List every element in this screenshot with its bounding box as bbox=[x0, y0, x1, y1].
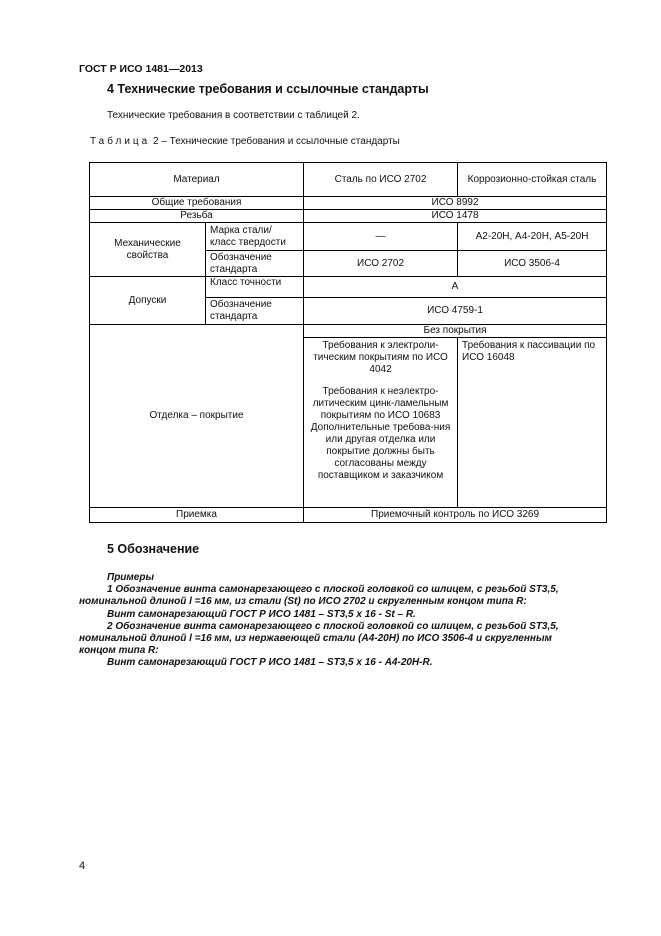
table-header-row bbox=[90, 163, 607, 197]
table-caption-word: Таблица bbox=[90, 136, 151, 147]
table-row-thread bbox=[90, 210, 607, 223]
finish-steel-electrolytic: Требования к электроли-тическим покрытиям по ИСО 4042 bbox=[313, 340, 448, 375]
finish-steel-nonelectrolytic: Требования к неэлектро-литическим цинк-ламельным покрытиям по ИСО 10683 bbox=[312, 386, 449, 421]
document-header: ГОСТ Р ИСО 1481—2013 bbox=[79, 63, 203, 75]
example-1-designation: Винт самонарезающий ГОСТ Р ИСО 1481 – ST3,5 x 16 - St – R. bbox=[107, 608, 416, 620]
general-label: Общие требования bbox=[90, 197, 304, 210]
thread-label: Резьба bbox=[90, 210, 304, 223]
tol-std-value: ИСО 4759-1 bbox=[304, 298, 607, 325]
mech-std-steel: ИСО 2702 bbox=[304, 251, 458, 277]
example-2-line-2: номинальной длиной l =16 мм, из нержавеющей стали (А4-20Н) по ИСО 3506-4 и скругленным bbox=[79, 633, 552, 645]
table-row-general bbox=[90, 197, 607, 210]
finish-no-coating: Без покрытия bbox=[304, 325, 607, 338]
finish-stainless-passivation: Требования к пассивации по ИСО 16048 bbox=[458, 338, 607, 508]
table-row-acceptance bbox=[90, 508, 607, 523]
finish-steel-additional: Дополнительные требова-ния или другая отделка или покрытие должны быть согласованы между поставщиком и заказчиком bbox=[310, 422, 451, 481]
table-row-mech-grade bbox=[90, 223, 607, 251]
section-4-intro: Технические требования в соответствии с таблицей 2. bbox=[107, 110, 360, 121]
mech-grade-steel: — bbox=[304, 223, 458, 251]
acceptance-value: Приемочный контроль по ИСО 3269 bbox=[304, 508, 607, 523]
header-steel: Сталь по ИСО 2702 bbox=[304, 163, 458, 197]
header-stainless: Коррозионно-стойкая сталь bbox=[458, 163, 607, 197]
example-2-line-1: 2 Обозначение винта самонарезающего с плоской головкой со шлицем, с резьбой ST3,5, bbox=[107, 620, 559, 632]
table-caption bbox=[90, 136, 400, 147]
mech-std-stainless: ИСО 3506-4 bbox=[458, 251, 607, 277]
section-4-title: 4 Технические требования и ссылочные стандарты bbox=[107, 82, 429, 96]
mech-grade-stainless: А2-20Н, А4-20Н, А5-20Н bbox=[458, 223, 607, 251]
table-caption-text: 2 – Технические требования и ссылочные стандарты bbox=[153, 136, 400, 147]
mech-label: Механические свойства bbox=[90, 223, 206, 277]
page-number: 4 bbox=[79, 860, 86, 872]
tol-std-label: Обозначение стандарта bbox=[206, 298, 304, 325]
thread-value: ИСО 1478 bbox=[304, 210, 607, 223]
tol-label: Допуски bbox=[90, 277, 206, 325]
example-1-line-2: номинальной длиной l =16 мм, из стали (St) по ИСО 2702 и скругленным концом типа R: bbox=[79, 596, 527, 608]
examples-title: Примеры bbox=[107, 572, 155, 583]
requirements-table bbox=[89, 162, 607, 523]
example-1-line-1: 1 Обозначение винта самонарезающего с плоской головкой со шлицем, с резьбой ST3,5, bbox=[107, 584, 559, 596]
general-value: ИСО 8992 bbox=[304, 197, 607, 210]
finish-label: Отделка – покрытие bbox=[90, 325, 304, 508]
tol-class-value: А bbox=[304, 277, 607, 298]
example-2-line-3: концом типа R: bbox=[79, 645, 159, 657]
designation-examples bbox=[79, 572, 619, 670]
mech-std-label: Обозначение стандарта bbox=[206, 251, 304, 277]
table-row-tol-class bbox=[90, 277, 607, 298]
header-material: Материал bbox=[90, 163, 304, 197]
mech-grade-label: Марка стали/ класс твердости bbox=[206, 223, 304, 251]
example-2-designation: Винт самонарезающий ГОСТ Р ИСО 1481 – ST3,5 x 16 - А4-20Н-R. bbox=[107, 657, 433, 669]
table-row-finish-top bbox=[90, 325, 607, 338]
acceptance-label: Приемка bbox=[90, 508, 304, 523]
tol-class-label: Класс точности bbox=[206, 277, 304, 298]
finish-steel-cell bbox=[304, 338, 458, 508]
section-5-title: 5 Обозначение bbox=[107, 542, 200, 556]
